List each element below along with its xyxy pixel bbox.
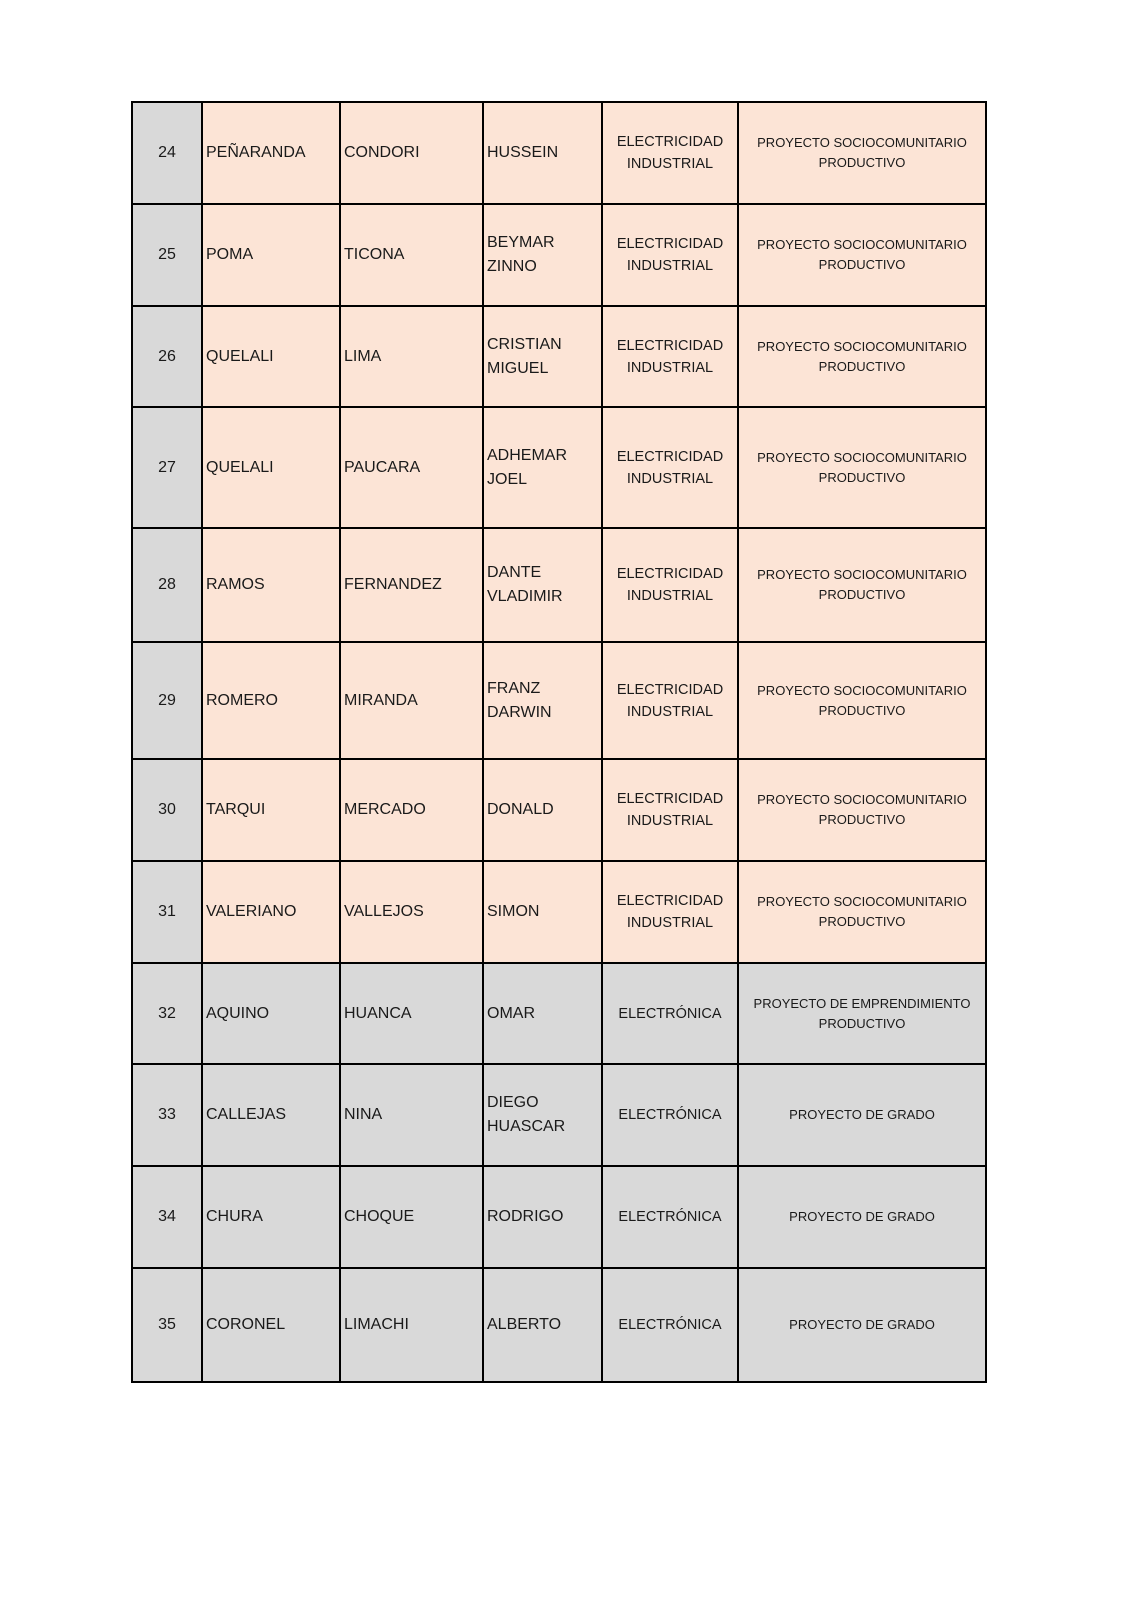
first-surname-cell: QUELALI [202, 407, 340, 528]
row-number-cell: 29 [132, 642, 202, 759]
first-surname-cell: CALLEJAS [202, 1064, 340, 1166]
second-surname-cell: LIMACHI [340, 1268, 483, 1382]
row-number-cell: 34 [132, 1166, 202, 1268]
given-names-cell: ALBERTO [483, 1268, 602, 1382]
table-row [132, 306, 986, 407]
row-number-cell: 33 [132, 1064, 202, 1166]
modality-cell: PROYECTO SOCIOCOMUNITARIO PRODUCTIVO [738, 861, 986, 963]
row-number-cell: 30 [132, 759, 202, 861]
career-cell: ELECTRICIDAD INDUSTRIAL [602, 642, 738, 759]
given-names-cell: CRISTIAN MIGUEL [483, 306, 602, 407]
table-row [132, 642, 986, 759]
career-cell: ELECTRICIDAD INDUSTRIAL [602, 306, 738, 407]
row-number-cell: 28 [132, 528, 202, 642]
first-surname-cell: RAMOS [202, 528, 340, 642]
second-surname-cell: CHOQUE [340, 1166, 483, 1268]
given-names-cell: SIMON [483, 861, 602, 963]
modality-cell: PROYECTO SOCIOCOMUNITARIO PRODUCTIVO [738, 102, 986, 204]
table-row [132, 102, 986, 204]
second-surname-cell: MIRANDA [340, 642, 483, 759]
first-surname-cell: CHURA [202, 1166, 340, 1268]
second-surname-cell: LIMA [340, 306, 483, 407]
modality-cell: PROYECTO DE GRADO [738, 1166, 986, 1268]
career-cell: ELECTRICIDAD INDUSTRIAL [602, 204, 738, 306]
modality-cell: PROYECTO DE GRADO [738, 1268, 986, 1382]
career-cell: ELECTRÓNICA [602, 1064, 738, 1166]
given-names-cell: HUSSEIN [483, 102, 602, 204]
first-surname-cell: VALERIANO [202, 861, 340, 963]
given-names-cell: OMAR [483, 963, 602, 1064]
modality-cell: PROYECTO SOCIOCOMUNITARIO PRODUCTIVO [738, 407, 986, 528]
career-cell: ELECTRICIDAD INDUSTRIAL [602, 528, 738, 642]
first-surname-cell: POMA [202, 204, 340, 306]
modality-cell: PROYECTO SOCIOCOMUNITARIO PRODUCTIVO [738, 642, 986, 759]
table-row [132, 963, 986, 1064]
table-row [132, 407, 986, 528]
modality-cell: PROYECTO DE EMPRENDIMIENTO PRODUCTIVO [738, 963, 986, 1064]
second-surname-cell: TICONA [340, 204, 483, 306]
modality-cell: PROYECTO SOCIOCOMUNITARIO PRODUCTIVO [738, 306, 986, 407]
row-number-cell: 27 [132, 407, 202, 528]
career-cell: ELECTRÓNICA [602, 963, 738, 1064]
first-surname-cell: AQUINO [202, 963, 340, 1064]
given-names-cell: DIEGO HUASCAR [483, 1064, 602, 1166]
first-surname-cell: TARQUI [202, 759, 340, 861]
student-table [131, 101, 987, 1383]
first-surname-cell: QUELALI [202, 306, 340, 407]
row-number-cell: 24 [132, 102, 202, 204]
modality-cell: PROYECTO SOCIOCOMUNITARIO PRODUCTIVO [738, 204, 986, 306]
career-cell: ELECTRICIDAD INDUSTRIAL [602, 407, 738, 528]
first-surname-cell: ROMERO [202, 642, 340, 759]
given-names-cell: RODRIGO [483, 1166, 602, 1268]
row-number-cell: 25 [132, 204, 202, 306]
given-names-cell: DANTE VLADIMIR [483, 528, 602, 642]
career-cell: ELECTRICIDAD INDUSTRIAL [602, 861, 738, 963]
first-surname-cell: CORONEL [202, 1268, 340, 1382]
second-surname-cell: CONDORI [340, 102, 483, 204]
given-names-cell: FRANZ DARWIN [483, 642, 602, 759]
second-surname-cell: MERCADO [340, 759, 483, 861]
second-surname-cell: HUANCA [340, 963, 483, 1064]
row-number-cell: 26 [132, 306, 202, 407]
given-names-cell: ADHEMAR JOEL [483, 407, 602, 528]
career-cell: ELECTRÓNICA [602, 1166, 738, 1268]
second-surname-cell: VALLEJOS [340, 861, 483, 963]
row-number-cell: 31 [132, 861, 202, 963]
first-surname-cell: PEÑARANDA [202, 102, 340, 204]
given-names-cell: DONALD [483, 759, 602, 861]
second-surname-cell: NINA [340, 1064, 483, 1166]
table-row [132, 204, 986, 306]
table-row [132, 1064, 986, 1166]
table-row [132, 1166, 986, 1268]
table-row [132, 1268, 986, 1382]
second-surname-cell: FERNANDEZ [340, 528, 483, 642]
modality-cell: PROYECTO SOCIOCOMUNITARIO PRODUCTIVO [738, 759, 986, 861]
row-number-cell: 35 [132, 1268, 202, 1382]
career-cell: ELECTRÓNICA [602, 1268, 738, 1382]
second-surname-cell: PAUCARA [340, 407, 483, 528]
table-row [132, 759, 986, 861]
row-number-cell: 32 [132, 963, 202, 1064]
career-cell: ELECTRICIDAD INDUSTRIAL [602, 102, 738, 204]
modality-cell: PROYECTO DE GRADO [738, 1064, 986, 1166]
career-cell: ELECTRICIDAD INDUSTRIAL [602, 759, 738, 861]
given-names-cell: BEYMAR ZINNO [483, 204, 602, 306]
modality-cell: PROYECTO SOCIOCOMUNITARIO PRODUCTIVO [738, 528, 986, 642]
table-row [132, 528, 986, 642]
table-row [132, 861, 986, 963]
